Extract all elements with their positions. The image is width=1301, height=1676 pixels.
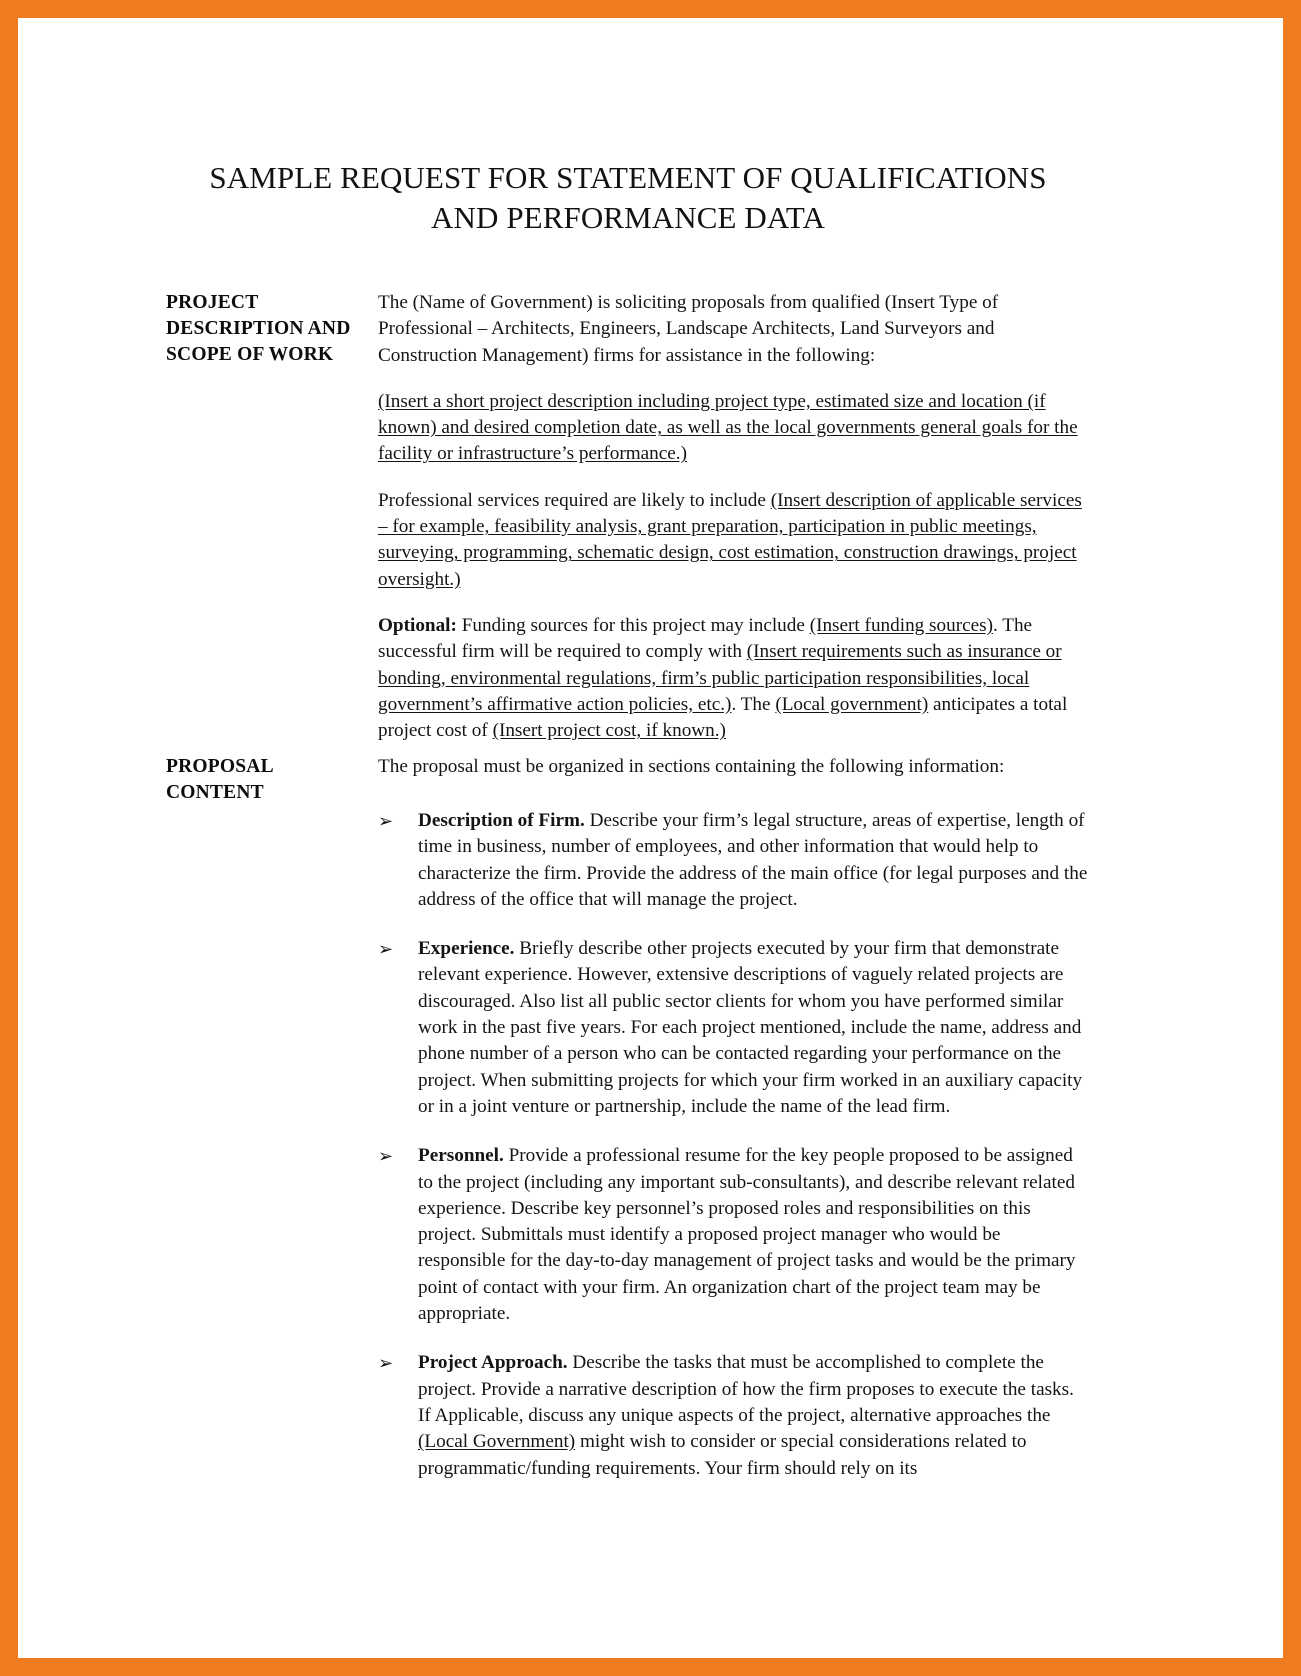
list-item-text-2: might wish to consider or special considerations related to programmatic/funding requirements. Your firm should rely on its xyxy=(418,1431,1027,1479)
arrow-bullet-icon: ➢ xyxy=(378,1353,394,1375)
list-item-text: Briefly describe other projects executed by your firm that demonstrate relevant experience. However, extensive descriptions of vaguely related projects are discouraged. Also list all public sector clients for whom you have performed similar work in the past five years. For each project mentioned, include the name, address and phone number of a person who can be contacted regarding your performance on the project. When submitting projects for which your firm worked in an auxiliary capacity or in a joint venture or partnership, include the name of the lead firm. xyxy=(418,938,1083,1117)
section-text-project-description xyxy=(378,290,1096,744)
document-title-line-1: SAMPLE REQUEST FOR STATEMENT OF QUALIFICATIONS xyxy=(209,160,1047,195)
label-line-3: SCOPE OF WORK xyxy=(166,343,334,365)
list-item-heading: Personnel. xyxy=(418,1145,504,1167)
paragraph-optional-funding xyxy=(378,613,1096,744)
document-body xyxy=(166,290,1096,806)
list-item-text: Describe your firm’s legal structure, areas of expertise, length of time in business, number of employees, and other information that would help to characterize the firm. Provide the address of the main office (for legal purposes and the address of the office that will manage the project. xyxy=(418,810,1088,910)
section-text-proposal-content xyxy=(378,754,1096,780)
placeholder-applicable-services: (Insert description of applicable services – for example, feasibility analysis, grant preparation, participation in public meetings, surveying, programming, schematic design, cost estimation, construction drawings, project oversight.) xyxy=(378,489,1082,590)
optional-text-2: . The successful firm will be required to comply with xyxy=(378,614,1033,663)
placeholder-funding-sources: (Insert funding sources) xyxy=(809,614,993,636)
paragraph-solicitation-text: The (Name of Government) is soliciting proposals from qualified (Insert Type of Professional – Architects, Engineers, Landscape Architects, Land Surveyors and Construction Management) firms for assistance in the following: xyxy=(378,292,999,366)
list-item-text: Provide a professional resume for the key people proposed to be assigned to the project (including any important sub-consultants), and describe relevant related experience. Describe key personnel’s proposed roles and responsibilities on this project. Submittals must identify a proposed project manager who would be responsible for the day-to-day management of project tasks and would be the primary point of contact with your firm. An organization chart of the project team may be appropriate. xyxy=(418,1145,1076,1325)
label-line-1: PROPOSAL xyxy=(166,756,274,778)
section-label-proposal-content xyxy=(166,754,378,806)
optional-label: Optional: xyxy=(378,614,457,636)
list-item-body xyxy=(418,1143,1088,1327)
list-item xyxy=(378,808,1088,913)
list-item xyxy=(378,1350,1088,1481)
section-project-description xyxy=(166,290,1096,744)
list-item-heading: Project Approach. xyxy=(418,1352,568,1374)
arrow-bullet-icon: ➢ xyxy=(378,1146,394,1168)
placeholder-requirements: (Insert requirements such as insurance or bonding, environmental regulations, firm’s public participation responsibilities, local government’s affirmative action policies, etc.) xyxy=(378,641,1062,715)
list-item-body xyxy=(418,1350,1088,1481)
placeholder-local-government: (Local Government) xyxy=(418,1431,576,1453)
placeholder-local-government: (Local government) xyxy=(775,693,929,715)
arrow-bullet-icon: ➢ xyxy=(378,939,394,961)
placeholder-project-description: (Insert a short project description including project type, estimated size and location (if known) and desired completion date, as well as the local governments general goals for the facility or infrastructure’s performance.) xyxy=(378,390,1078,465)
list-item-heading: Description of Firm. xyxy=(418,810,585,831)
paragraph-project-description-placeholder xyxy=(378,389,1096,468)
section-label-project-description xyxy=(166,290,378,368)
label-line-1: PROJECT xyxy=(166,292,259,313)
document-page xyxy=(18,18,1283,1658)
placeholder-project-cost: (Insert project cost, if known.) xyxy=(492,720,726,742)
section-proposal-content xyxy=(166,754,1096,806)
list-item-text-1: Describe the tasks that must be accomplished to complete the project. Provide a narrative description of how the firm proposes to execute the tasks. If Applicable, discuss any unique aspects of the project, alternative approaches the xyxy=(418,1352,1074,1426)
document-sheet xyxy=(18,18,1283,1658)
list-item xyxy=(378,936,1088,1120)
optional-text-4: anticipates a total project cost of xyxy=(378,693,1068,742)
list-item-heading: Experience. xyxy=(418,938,515,960)
arrow-bullet-icon: ➢ xyxy=(378,811,394,832)
optional-text-3: . The xyxy=(731,693,776,715)
label-line-2: DESCRIPTION AND xyxy=(166,317,351,339)
list-item xyxy=(378,1143,1088,1327)
list-item-body xyxy=(418,808,1088,913)
professional-services-lead: Professional services required are likely to include xyxy=(378,489,771,511)
document-title-line-2: AND PERFORMANCE DATA xyxy=(431,199,825,235)
list-item-body xyxy=(418,936,1088,1120)
proposal-intro-text: The proposal must be organized in sections containing the following information: xyxy=(378,756,1005,778)
paragraph-solicitation xyxy=(378,290,1096,369)
paragraph-proposal-intro xyxy=(378,754,1096,780)
optional-text-1: Funding sources for this project may include xyxy=(456,614,810,636)
label-line-2: CONTENT xyxy=(166,782,264,804)
paragraph-professional-services xyxy=(378,488,1096,593)
proposal-content-list xyxy=(378,808,1088,1482)
document-title xyxy=(168,158,1088,237)
